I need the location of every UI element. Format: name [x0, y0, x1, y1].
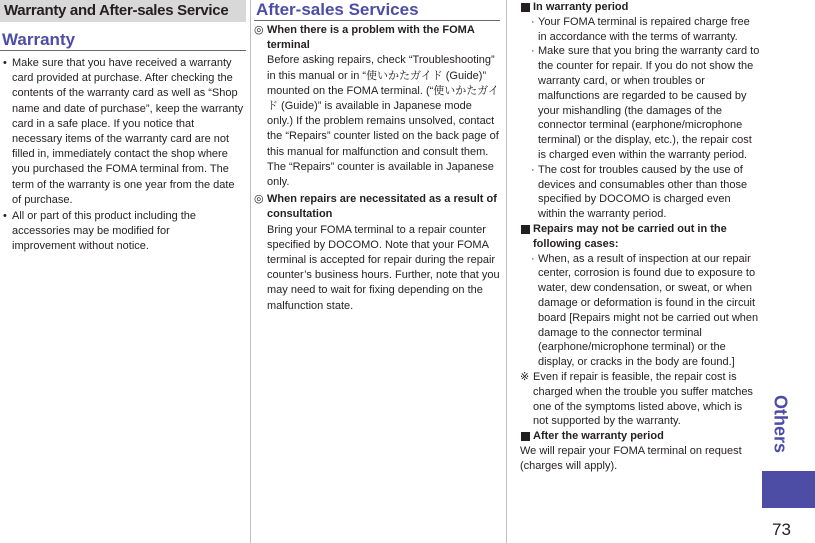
service-item-body: Bring your FOMA terminal to a repair counter specified by DOCOMO. Note that your FOMA terminal is accepted for repair during the repair counter’s business hours. Further, note that you may need to wait for fixing depending on the malfunction state. — [267, 223, 500, 312]
list-item: · The cost for troubles caused by the use of devices and consumables other than those specified by DOCOMO is charged even within the warranty period. — [532, 163, 760, 222]
middle-column — [254, 0, 500, 543]
column-divider — [506, 0, 507, 543]
double-circle-icon: ◎ — [254, 24, 264, 36]
service-item-heading: When there is a problem with the FOMA terminal — [267, 24, 475, 52]
left-column — [0, 0, 246, 543]
list-item: · Your FOMA terminal is repaired charge free in accordance with the terms of warranty. — [532, 15, 760, 45]
warranty-title: Warranty — [0, 30, 246, 51]
in-warranty-heading: In warranty period — [520, 0, 760, 15]
after-warranty-body: We will repair your FOMA terminal on request (charges will apply). — [520, 444, 742, 472]
service-item-note: The “Repairs” counter is available in Japanese only. — [267, 160, 494, 189]
square-bullet-icon — [521, 225, 530, 234]
page-number: 73 — [772, 520, 791, 539]
warranty-bullets — [0, 56, 246, 255]
square-bullet-icon — [521, 432, 530, 441]
service-item — [254, 23, 500, 190]
list-item: · When, as a result of inspection at our repair center, corrosion is found due to exposure to water, dew condensation, or sweat, or when damage or deformation is found in the circuit board [Repairs might not be carried out when damage to the connector terminal (earphone/microphone terminal) or the display, or cracks in the body are found.] — [532, 252, 760, 370]
service-item-heading: When repairs are necessitated as a result of consultation — [267, 193, 497, 221]
warranty-bullet: • Make sure that you have received a warranty card provided at purchase. After checking the contents of the warranty card as well as “Shop name and date of purchase”, keep the warranty card in a safe place. If you notice that necessary items of the warranty card are not filled in, immediately contact the shop where you purchased the FOMA terminal from. The term of the warranty is one year from the date of purchase. — [6, 56, 246, 208]
right-column — [520, 0, 760, 543]
repair-cost-note: ※ Even if repair is feasible, the repair cost is charged when the trouble you suffer matches one of the symptoms listed above, which is not supported by the warranty. — [520, 370, 753, 428]
column-divider — [250, 0, 251, 543]
double-circle-icon: ◎ — [254, 193, 264, 206]
not-repaired-heading: Repairs may not be carried out in the following cases: — [520, 222, 760, 252]
reference-mark-icon: ※ — [520, 370, 530, 383]
side-tab-label: Others — [770, 394, 791, 454]
service-item — [254, 192, 500, 314]
warranty-bullet: • All or part of this product including the accessories may be modified for improvement without notice. — [6, 209, 208, 255]
after-warranty-heading: After the warranty period — [520, 429, 760, 444]
page-header: Warranty and After-sales Service — [0, 0, 246, 22]
in-warranty-list — [520, 15, 760, 222]
square-bullet-icon — [521, 3, 530, 12]
after-sales-title: After-sales Services — [254, 0, 500, 21]
service-item-body: Before asking repairs, check “Troubleshooting” in this manual or in “使いかたガイド (Guide)” mounted on the FOMA terminal. (“使いかたガイド (Guide)” is available in Japanese mode only.) If the problem remains unsolved, contact the “Repairs” counter listed on the back page of this manual for malfunction and consult them. — [267, 54, 499, 158]
side-tab-marker — [762, 471, 815, 508]
not-repaired-list — [520, 252, 760, 370]
list-item: · Make sure that you bring the warranty card to the counter for repair. If you do not show the warranty card, or when troubles or malfunctions are regarded to be caused by your mishandling (the damages of the connector terminal (earphone/microphone terminal) or the display, etc.), the repair cost is charged even within the warranty period. — [532, 44, 760, 162]
